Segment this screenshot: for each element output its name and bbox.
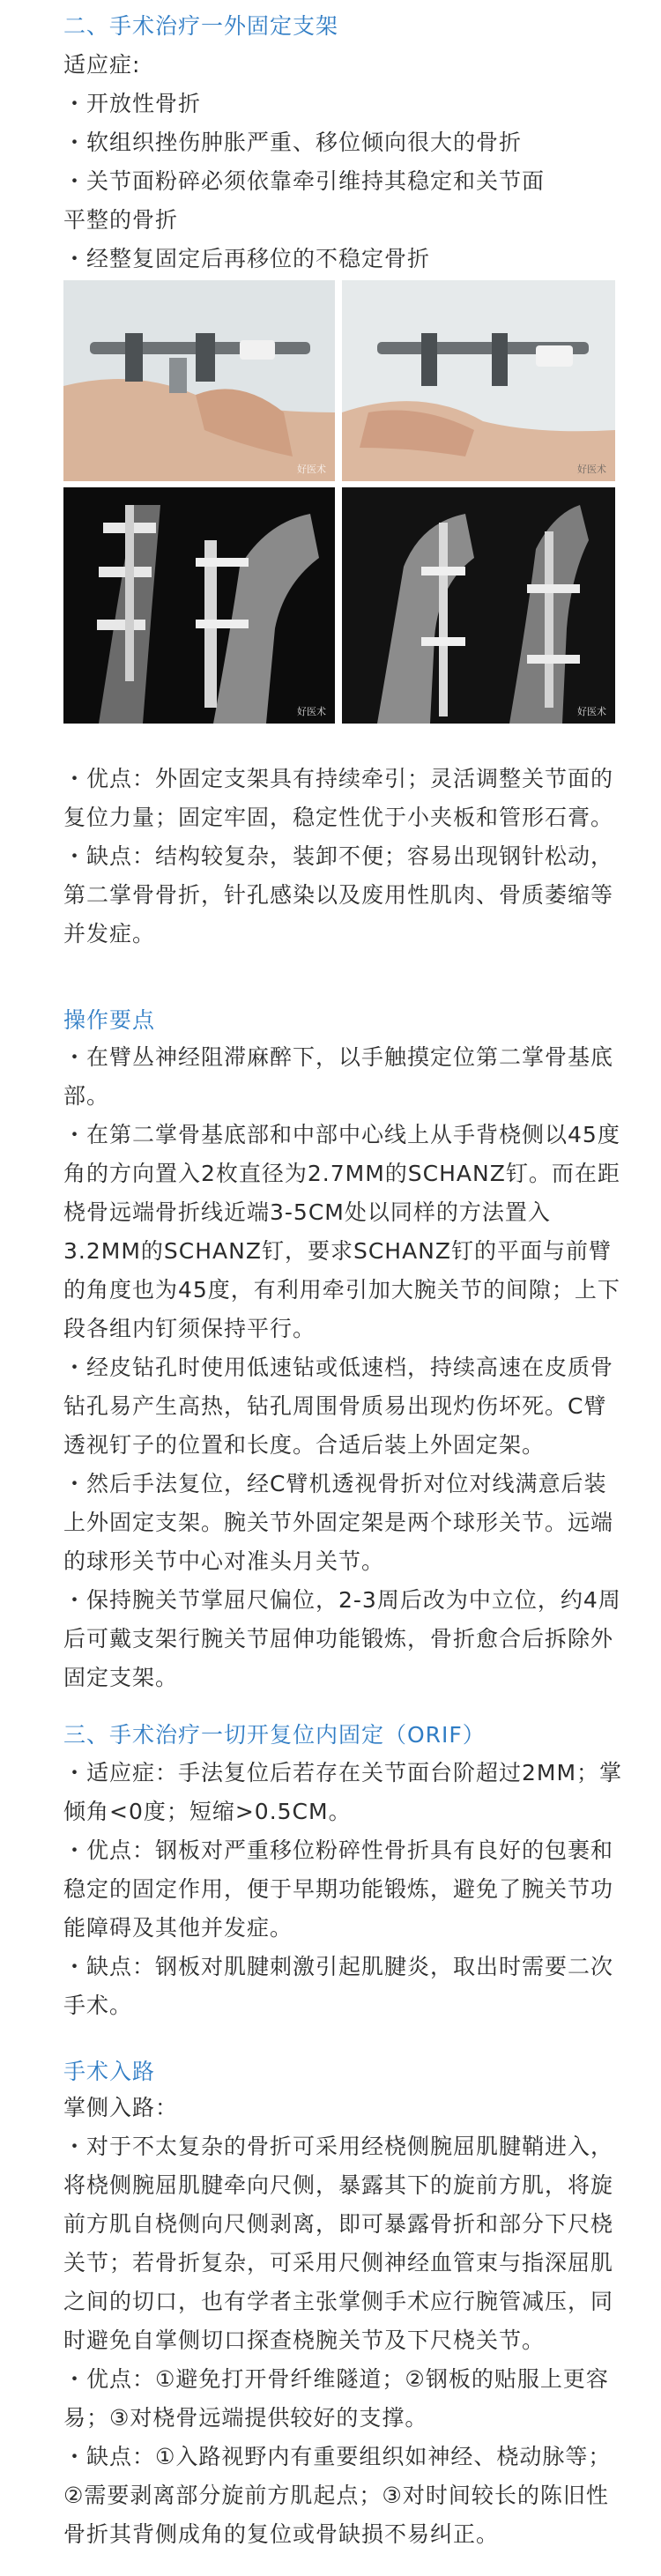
indications-block — [63, 46, 628, 278]
photo-external-fixator-dorsal — [63, 280, 335, 481]
indications-label: 适应症: — [63, 52, 141, 78]
xray-external-fixator-1 — [63, 487, 335, 724]
indication-item: 平整的骨折 — [63, 207, 179, 233]
operation-point: ・然后手法复位，经C臂机透视骨折对位对线满意后装上外固定支架。腕关节外固定架是两个球形关节。远端的球形关节中心对准头月关节。 — [63, 1471, 614, 1574]
operation-point: ・在第二掌骨基底部和中部中心线上从手背桡侧以45度角的方向置入2枚直径为2.7MM的SCHANZ钉。而在距桡骨远端骨折线近端3-5CM处以同样的方法置入3.2MM的SCHANZ钉，要求SCHANZ钉的平面与前臂的角度也为45度，有利用牵引加大腕关节的间隙；上下段各组内钉须保持平行。 — [63, 1122, 620, 1341]
cons-paragraph: ・缺点：结构较复杂，装卸不便；容易出现钢针松动，第二掌骨骨折，针孔感染以及废用性肌肉、骨质萎缩等并发症。 — [63, 843, 614, 947]
indication-item: ・软组织挫伤肿胀严重、移位倾向很大的骨折 — [63, 130, 523, 155]
section-title-operation: 操作要点 — [63, 1007, 156, 1033]
operation-points — [63, 1038, 628, 1697]
watermark-label: 好医术 — [577, 706, 606, 717]
approach-point: ・优点：①避免打开骨纤维隧道；②钢板的贴服上更容易；③对桡骨远端提供较好的支撑。 — [63, 2366, 609, 2431]
indication-item: ・经整复固定后再移位的不稳定骨折 — [63, 246, 431, 271]
pros-paragraph: ・优点：外固定支架具有持续牵引；灵活调整关节面的复位力量；固定牢固，稳定性优于小夹板和管形石膏。 — [63, 766, 614, 830]
photo-external-fixator-lateral — [342, 280, 615, 481]
section-title-external-fixator: 二、手术治疗一外固定支架 — [63, 13, 339, 39]
watermark-label: 好医术 — [297, 706, 326, 717]
operation-point: ・在臂丛神经阻滞麻醉下，以手触摸定位第二掌骨基底部。 — [63, 1044, 614, 1109]
external-fixator-evaluation — [63, 760, 628, 954]
xray-external-fixator-2 — [342, 487, 615, 724]
indication-item: ・关节面粉碎必须依靠牵引维持其稳定和关节面 — [63, 168, 546, 194]
watermark-label: 好医术 — [297, 464, 326, 475]
approach-point: ・对于不太复杂的骨折可采用经桡侧腕屈肌腱鞘进入，将桡侧腕屈肌腱牵向尺侧，暴露其下的旋前方肌，将旋前方肌自桡侧向尺侧剥离，即可暴露骨折和部分下尺桡关节；若骨折复杂，可采用尺侧神经血管束与指深屈肌之间的切口，也有学者主张掌侧手术应行腕管减压，同时避免自掌侧切口探查桡腕关节及下尺桡关节。 — [63, 2134, 614, 2353]
watermark-label: 好医术 — [577, 464, 606, 475]
orif-points — [63, 1754, 628, 2025]
operation-point: ・保持腕关节掌屈尺偏位，2-3周后改为中立位，约4周后可戴支架行腕关节屈伸功能锻炼，骨折愈合后拆除外固定支架。 — [63, 1587, 621, 1690]
indication-item: ・开放性骨折 — [63, 91, 202, 116]
orif-point: ・优点：钢板对严重移位粉碎性骨折具有良好的包裹和稳定的固定作用，便于早期功能锻炼，避免了腕关节功能障碍及其他并发症。 — [63, 1837, 614, 1941]
approach-block — [63, 2089, 628, 2554]
operation-point: ・经皮钻孔时使用低速钻或低速档，持续高速在皮质骨钻孔易产生高热，钻孔周围骨质易出现灼伤坏死。C臂透视钉子的位置和长度。合适后装上外固定架。 — [63, 1355, 614, 1458]
section-title-approach: 手术入路 — [63, 2059, 156, 2084]
approach-point: ・缺点：①入路视野内有重要组织如神经、桡动脉等；②需要剥离部分旋前方肌起点；③对时间较长的陈旧性骨折其背侧成角的复位或骨缺损不易纠正。 — [63, 2444, 612, 2547]
orif-point: ・缺点：钢板对肌腱刺激引起肌腱炎，取出时需要二次手术。 — [63, 1954, 614, 2018]
section-title-orif: 三、手术治疗一切开复位内固定（ORIF） — [63, 1722, 486, 1748]
orif-point: ・适应症：手法复位后若存在关节面台阶超过2MM；掌倾角<0度；短缩>0.5CM。 — [63, 1760, 623, 1824]
approach-subtitle: 掌侧入路： — [63, 2095, 179, 2120]
